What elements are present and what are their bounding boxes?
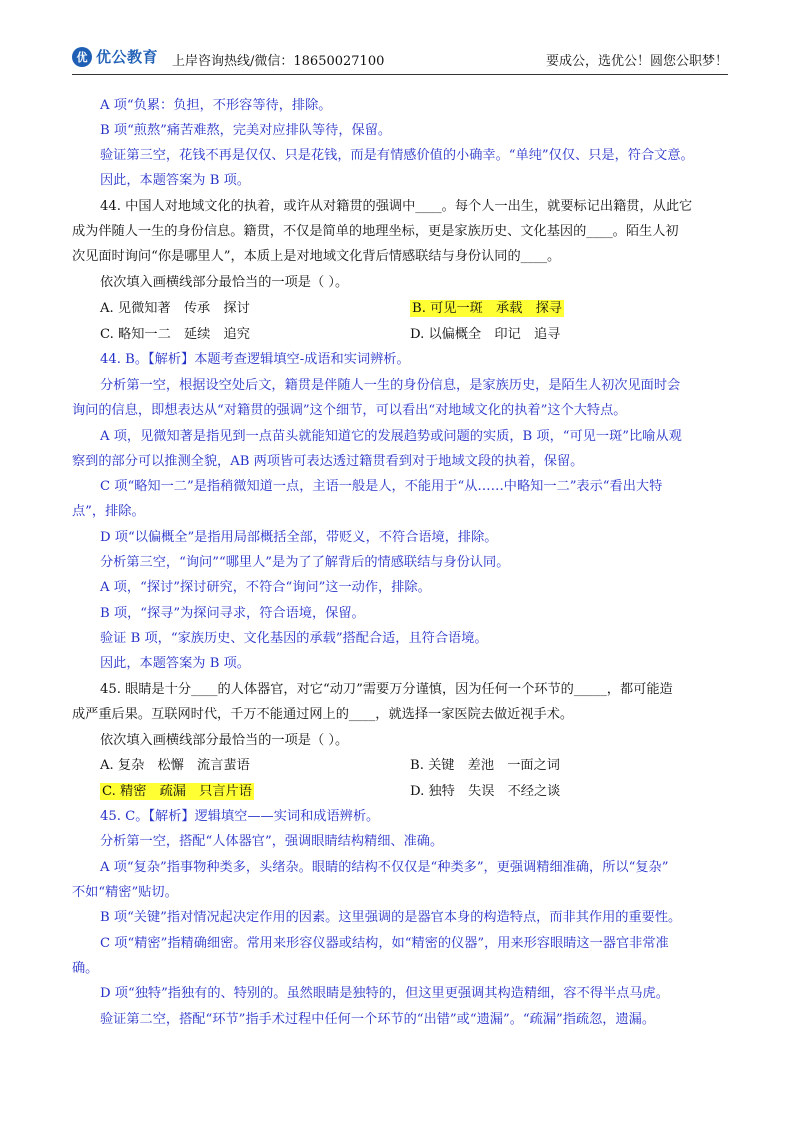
analysis-line: B 项，“探寻”为探问寻求，符合语境，保留。: [100, 606, 365, 621]
analysis-line: 分析第一空，根据设空处后文，籍贯是伴随人一生的身份信息，是家族历史，是陌生人初次见面时会: [100, 378, 681, 393]
analysis-line: 因此，本题答案为 B 项。: [100, 656, 250, 671]
analysis-line: 点”，排除。: [72, 504, 145, 519]
analysis-line: 分析第三空，“询问”“哪里人”是为了了解背后的情感联结与身份认同。: [100, 555, 510, 570]
question-44-stem: 次见面时询问“你是哪里人”，本质上是对地域文化背后情感联结与身份认同的____。: [72, 249, 561, 264]
analysis-line: 分析第一空，搭配“人体器官”，强调眼睛结构精细、准确。: [100, 834, 444, 849]
logo-icon: 优: [72, 47, 92, 67]
q44-option-d: D. 以偏概全 印记 追寻: [410, 327, 561, 342]
question-44-stem: 44. 中国人对地域文化的执着，或许从对籍贯的强调中____。每个人一出生，就要标记出籍贯，从此它: [100, 199, 693, 214]
analysis-line: A 项“复杂”指事物种类多，头绪杂。眼睛的结构不仅仅是“种类多”，更强调精细准确，所以“复杂”: [100, 860, 669, 875]
q44-answer: 44. B。【解析】本题考查逻辑填空-成语和实词辨析。: [100, 352, 410, 367]
analysis-line: 察到的部分可以推测全貌，AB 两项皆可表达透过籍贯看到对于地域文段的执着，保留。: [72, 454, 584, 469]
slogan-text: 要成公，选优公！圆您公职梦！: [545, 54, 728, 69]
analysis-line: 验证 B 项，“家族历史、文化基因的承载”搭配合适，且符合语境。: [100, 631, 488, 646]
analysis-line: C 项“略知一二”是指稍微知道一点，主语一般是人，不能用于“从……中略知一二”表示“看出大特: [100, 479, 663, 494]
analysis-line: A 项，见微知著是指见到一点苗头就能知道它的发展趋势或问题的实质，B 项，“可见一斑”比喻从观: [100, 429, 682, 444]
text-line: B 项“煎熬”痛苦难熬，完美对应排队等待，保留。: [100, 123, 392, 138]
header-divider: [72, 74, 728, 75]
question-45-prompt: 依次填入画横线部分最恰当的一项是（ ）。: [100, 733, 349, 748]
analysis-line: D 项“以偏概全”是指用局部概括全部，带贬义，不符合语境，排除。: [100, 530, 498, 545]
question-44-prompt: 依次填入画横线部分最恰当的一项是（ ）。: [100, 275, 349, 290]
page-header: [72, 44, 728, 78]
q44-option-c: C. 略知一二 延续 追究: [100, 327, 250, 342]
analysis-line: 验证第二空，搭配“环节”指手术过程中任何一个环节的“出错”或“遗漏”。“疏漏”指疏忽，遗漏。: [100, 1012, 656, 1027]
logo-text: 优公教育: [96, 48, 159, 66]
question-44-stem: 成为伴随人一生的身份信息。籍贯，不仅是简单的地理坐标，更是家族历史、文化基因的____。陌生人初: [72, 224, 679, 239]
q45-answer: 45. C。【解析】逻辑填空——实词和成语辨析。: [100, 809, 380, 824]
q45-option-a: A. 复杂 松懈 流言蜚语: [100, 758, 250, 773]
text-line: 验证第三空，花钱不再是仅仅、只是花钱，而是有情感价值的小确幸。“单纯”仅仅、只是，符合文意。: [100, 148, 694, 163]
text-line: 因此，本题答案为 B 项。: [100, 173, 250, 188]
text-line: A 项“负累：负担，不形容等待，排除。: [100, 98, 332, 113]
analysis-line: 确。: [72, 961, 99, 976]
analysis-line: C 项“精密”指精确细密。常用来形容仪器或结构，如“精密的仪器”，用来形容眼睛这一器官非常准: [100, 936, 669, 951]
analysis-line: 不如“精密”贴切。: [72, 885, 178, 900]
q45-option-b: B. 关键 差池 一面之词: [410, 758, 560, 773]
hotline-text: 上岸咨询热线/微信：18650027100: [172, 54, 385, 69]
q45-option-d: D. 独特 失误 不经之谈: [410, 784, 561, 799]
q45-option-c: C. 精密 疏漏 只言片语: [102, 784, 252, 799]
analysis-line: A 项，“探讨”探讨研究，不符合“询问”这一动作，排除。: [100, 580, 431, 595]
question-45-stem: 成严重后果。互联网时代，千万不能通过网上的____，就选择一家医院去做近视手术。: [72, 707, 574, 722]
question-45-stem: 45. 眼睛是十分____的人体器官，对它“动刀”需要万分谨慎，因为任何一个环节的_____，都可能造: [100, 682, 673, 697]
analysis-line: 询问的信息，即想表达从“对籍贯的强调”这个细节，可以看出“对地域文化的执着”这个大特点。: [72, 403, 627, 418]
brand-logo: [72, 46, 158, 67]
analysis-line: B 项“关键”指对情况起决定作用的因素。这里强调的是器官本身的构造特点，而非其作用的重要性。: [100, 910, 682, 925]
q44-option-b: B. 可见一斑 承载 探寻: [412, 301, 562, 316]
analysis-line: D 项“独特”指独有的、特别的。虽然眼睛是独特的，但这里更强调其构造精细，容不得半点马虎。: [100, 986, 669, 1001]
q44-option-a: A. 见微知著 传承 探讨: [100, 301, 250, 316]
